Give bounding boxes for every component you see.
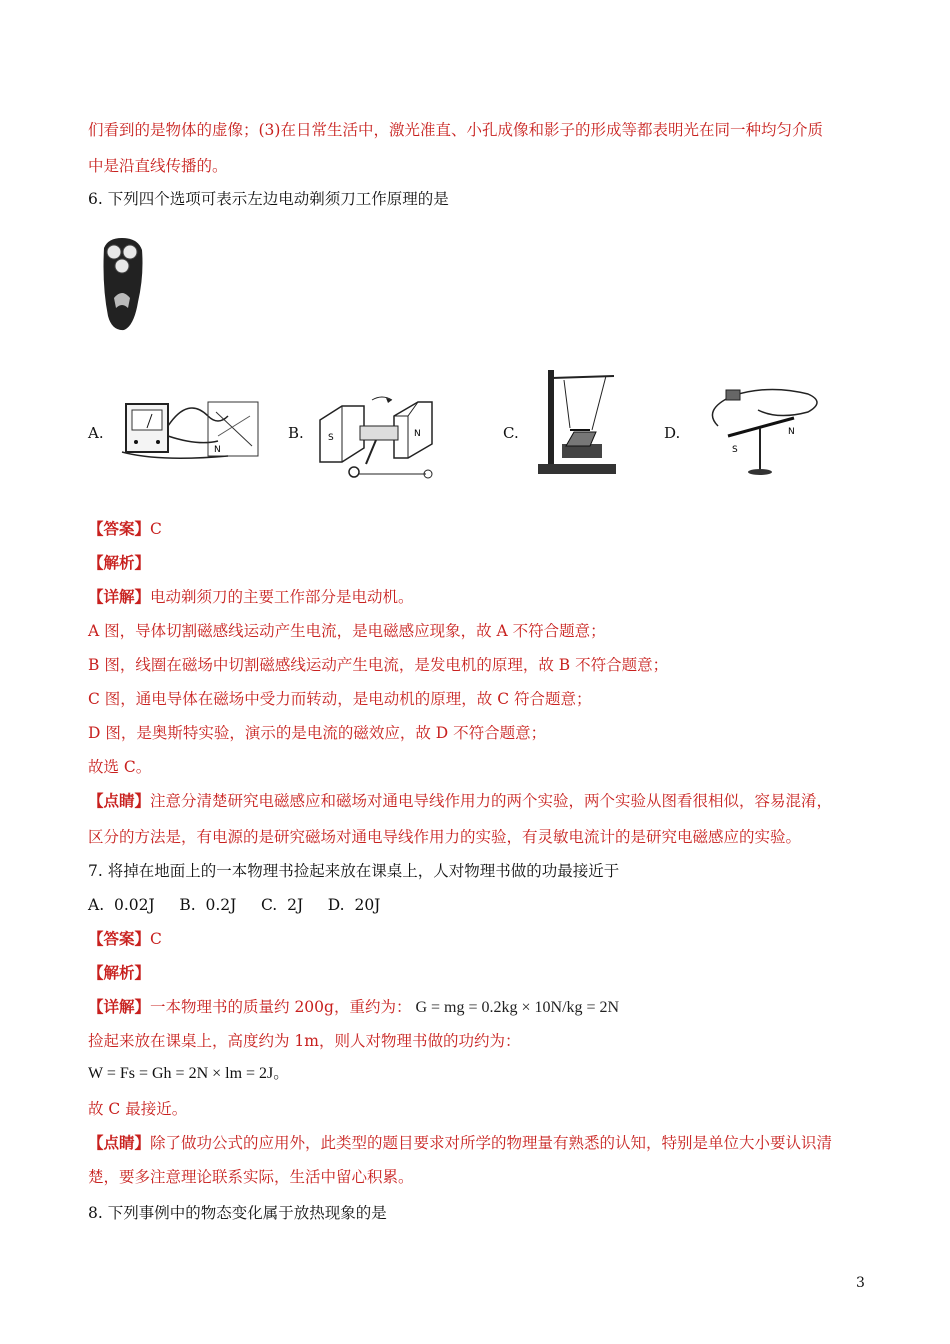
figure-d-n-label: N <box>788 427 795 437</box>
analysis-line: D 图，是奥斯特实验，演示的是电流的磁效应，故 D 不符合题意； <box>88 724 547 742</box>
figure-c-motor-principle <box>534 366 624 478</box>
answer-tag: 【答案】 <box>88 519 151 538</box>
tip-tag: 【点睛】 <box>88 791 151 810</box>
text-line: 们看到的是物体的虚像；(3)在日常生活中，激光准直、小孔成像和影子的形成等都表明光在同一种均匀介质 <box>88 121 823 139</box>
analysis-tag: 【解析】 <box>88 553 151 572</box>
formula-weight: G = mg = 0.2kg × 10N/kg = 2N <box>415 999 620 1016</box>
answer-line <box>88 928 162 950</box>
answer-value: C <box>150 930 162 948</box>
detail-tag: 【详解】 <box>88 587 151 606</box>
question-7-stem: 7. 将掉在地面上的一本物理书捡起来放在课桌上，人对物理书做的功最接近于 <box>88 862 620 880</box>
analysis-line: 捡起来放在课桌上，高度约为 1m，则人对物理书做的功约为： <box>88 1032 521 1050</box>
tip-text: 注意分清楚研究电磁感应和磁场对通电导线作用力的两个实验，两个实验从图看很相似，容易混淆， <box>150 792 833 810</box>
tip-line: 楚，要多注意理论联系实际，生活中留心积累。 <box>88 1168 414 1186</box>
answer-value: C <box>150 520 162 538</box>
formula-line <box>88 1062 289 1085</box>
answer-line <box>88 518 162 540</box>
page-number: 3 <box>856 1275 865 1291</box>
option-c-label: C. <box>503 424 519 442</box>
analysis-line: C 图，通电导体在磁场中受力而转动，是电动机的原理，故 C 符合题意； <box>88 690 592 708</box>
electric-shaver-image <box>98 236 146 334</box>
detail-line <box>88 586 414 608</box>
question-6-stem: 6. 下列四个选项可表示左边电动剃须刀工作原理的是 <box>88 190 449 208</box>
figure-b-s-label: S <box>328 433 334 443</box>
analysis-line: A 图，导体切割磁感线运动产生电流，是电磁感应现象，故 A 不符合题意； <box>88 622 606 640</box>
formula-end: 。 <box>273 1064 289 1082</box>
detail-text: 一本物理书的质量约 200g，重约为： <box>150 998 412 1016</box>
formula-work: W = Fs = Gh = 2N × lm = 2J <box>88 1065 274 1082</box>
text-line: 中是沿直线传播的。 <box>88 157 228 175</box>
conclusion-line: 故 C 最接近。 <box>88 1100 188 1118</box>
detail-line <box>88 996 619 1019</box>
answer-tag: 【答案】 <box>88 929 151 948</box>
analysis-tag: 【解析】 <box>88 963 151 982</box>
conclusion-line: 故选 C。 <box>88 758 152 776</box>
figure-b-generator <box>314 392 444 486</box>
analysis-line: B 图，线圈在磁场中切割磁感线运动产生电流，是发电机的原理，故 B 不符合题意； <box>88 656 669 674</box>
question-8-stem: 8. 下列事例中的物态变化属于放热现象的是 <box>88 1204 387 1222</box>
tip-line <box>88 790 832 812</box>
tip-tag: 【点睛】 <box>88 1133 151 1152</box>
figure-b-n-label: N <box>414 429 421 439</box>
figure-a-electromagnetic-induction <box>118 386 268 468</box>
option-d-label: D. <box>664 424 681 442</box>
option-b-label: B. <box>288 424 304 442</box>
option-a-label: A. <box>88 424 104 442</box>
detail-text: 电动剃须刀的主要工作部分是电动机。 <box>150 588 414 606</box>
figure-a-n-label: N <box>214 445 221 455</box>
tip-text: 除了做功公式的应用外，此类型的题目要求对所学的物理量有熟悉的认知，特别是单位大小要认识清 <box>150 1134 833 1152</box>
figure-d-s-label: S <box>732 445 738 455</box>
tip-line <box>88 1132 832 1154</box>
detail-tag: 【详解】 <box>88 997 151 1016</box>
figure-d-oersted-experiment <box>698 380 828 484</box>
tip-line: 区分的方法是，有电源的是研究磁场对通电导线作用力的实验，有灵敏电流计的是研究电磁感应的实验。 <box>88 828 802 846</box>
question-7-options: A. 0.02J B. 0.2J C. 2J D. 20J <box>88 896 381 914</box>
